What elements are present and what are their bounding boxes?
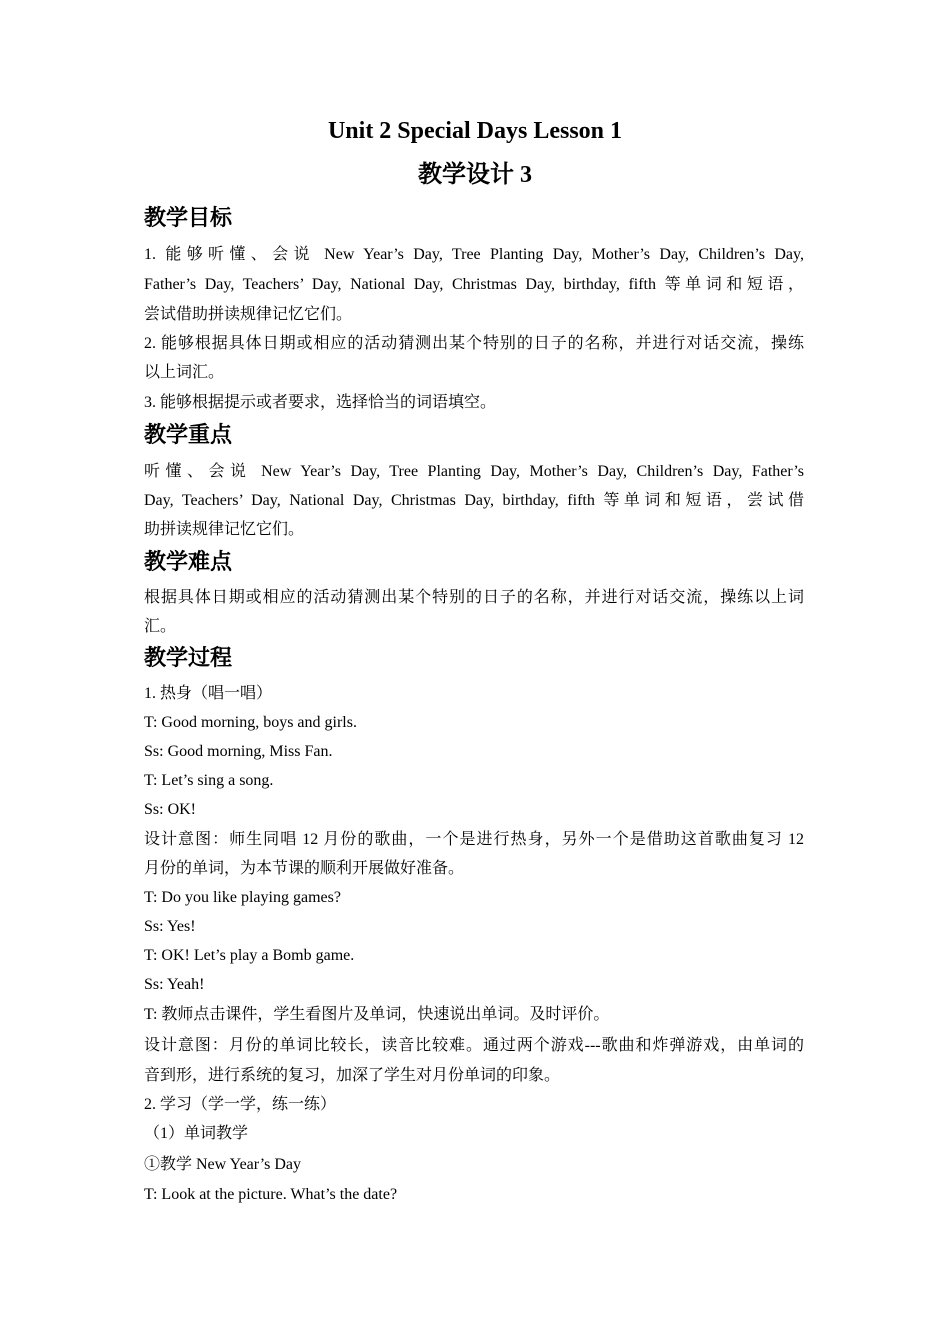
section-heading-key-points: 教学重点 [144, 423, 233, 448]
key-points-line-1: 听懂、会说 New Year’s Day, Tree Planting Day, Mother’s Day, Children’s Day, Father’s [144, 463, 804, 480]
section-heading-process: 教学过程 [144, 646, 233, 671]
objective-1-line-3: 尝试借助拼读规律记忆它们。 [144, 306, 353, 323]
process-line: 音到形，进行系统的复习，加深了学生对月份单词的印象。 [144, 1067, 561, 1084]
objective-2-line-1: 2. 能够根据具体日期或相应的活动猜测出某个特别的日子的名称，并进行对话交流，操练 [144, 335, 804, 352]
section-heading-difficulties: 教学难点 [144, 550, 233, 575]
process-line: Ss: OK! [144, 801, 197, 818]
objective-2-line-2: 以上词汇。 [144, 364, 225, 381]
process-line: （1）单词教学 [144, 1125, 249, 1142]
process-line: Ss: Good morning, Miss Fan. [144, 743, 333, 760]
process-line: 2. 学习（学一学，练一练） [144, 1096, 337, 1113]
process-line: T: Let’s sing a song. [144, 772, 274, 789]
process-line: ①教学 New Year’s Day [144, 1156, 302, 1173]
difficulties-line-1: 根据具体日期或相应的活动猜测出某个特别的日子的名称，并进行对话交流，操练以上词 [144, 589, 804, 606]
process-line: T: Do you like playing games? [144, 889, 341, 906]
process-line: T: 教师点击课件，学生看图片及单词，快速说出单词。及时评价。 [144, 1006, 610, 1023]
section-heading-objectives: 教学目标 [144, 206, 233, 231]
key-points-line-3: 助拼读规律记忆它们。 [144, 521, 305, 538]
process-line: T: Look at the picture. What’s the date? [144, 1186, 398, 1203]
process-line: 月份的单词，为本节课的顺利开展做好准备。 [144, 860, 465, 877]
key-points-line-2: Day, Teachers’ Day, National Day, Christmas Day, birthday, fifth 等单词和短语，尝试借 [144, 492, 804, 509]
process-line: 设计意图：月份的单词比较长，读音比较难。通过两个游戏---歌曲和炸弹游戏，由单词的 [144, 1037, 804, 1054]
process-line: Ss: Yeah! [144, 976, 205, 993]
process-line: Ss: Yes! [144, 918, 196, 935]
process-line: 1. 热身（唱一唱） [144, 685, 273, 702]
process-line: T: OK! Let’s play a Bomb game. [144, 947, 355, 964]
objective-3-line-1: 3. 能够根据提示或者要求，选择恰当的词语填空。 [144, 394, 497, 411]
difficulties-line-2: 汇。 [144, 618, 177, 635]
objective-1-line-2: Father’s Day, Teachers’ Day, National Day, Christmas Day, birthday, fifth 等单词和短语， [144, 276, 804, 293]
document-subtitle: 教学设计 3 [418, 162, 532, 188]
process-line: T: Good morning, boys and girls. [144, 714, 357, 731]
process-line: 设计意图：师生同唱 12 月份的歌曲，一个是进行热身，另外一个是借助这首歌曲复习 12 [144, 831, 804, 848]
objective-1-line-1: 1. 能够听懂、会说 New Year’s Day, Tree Planting Day, Mother’s Day, Children’s Day, [144, 246, 804, 263]
document-title: Unit 2 Special Days Lesson 1 [327, 118, 623, 144]
